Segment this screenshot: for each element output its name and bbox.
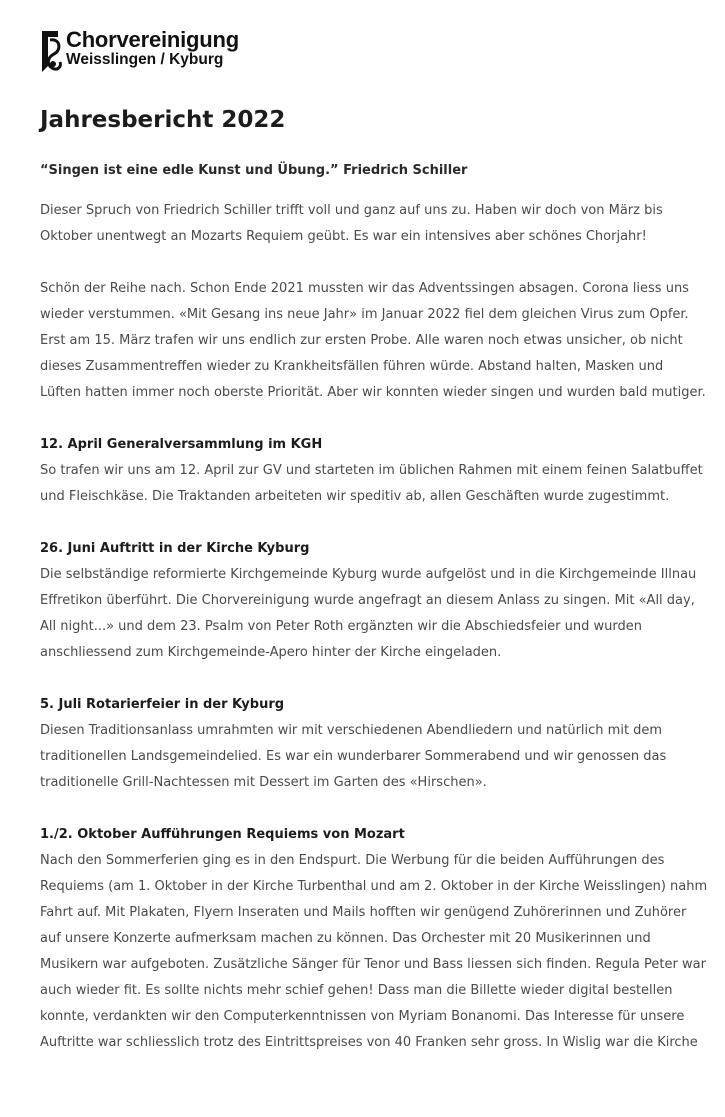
logo: [38, 28, 239, 74]
section-text: Die selbständige reformierte Kirchgemeinde Kyburg wurde aufgelöst und in die Kirchgemeinde Illnau Effretikon überführt. Die Chorvereinigung wurde angefragt an diesem Anlass zu singen. Mit «All day, All night...» und dem 23. Psalm von Peter Roth ergänzten wir die Abschiedsfeier und wurden anschliessend zum Kirchgemeinde-Apero hinter der Kirche eingeladen.: [40, 567, 697, 660]
logo-subtitle: Weisslingen / Kyburg: [66, 51, 224, 68]
section-heading: 12. April Generalversammlung im KGH: [40, 437, 323, 452]
g-clef-icon: [38, 28, 64, 74]
page-title: Jahresbericht 2022: [40, 107, 286, 133]
section-kirche-kyburg: [40, 536, 708, 666]
section-text: Diesen Traditionsanlass umrahmten wir mit verschiedenen Abendliedern und natürlich mit dem traditionellen Landsgemeindelied. Es war ein wunderbarer Sommerabend und wir genossen das traditionelle Grill-Nachtessen mit Dessert im Garten des «Hirschen».: [40, 723, 667, 790]
section-generalversammlung: [40, 432, 708, 510]
intro-paragraph: Schön der Reihe nach. Schon Ende 2021 mussten wir das Adventssingen absagen. Corona liess uns wieder verstummen. «Mit Gesang ins neue Jahr» im Januar 2022 fiel dem gleichen Virus zum Opfer. Erst am 15. März trafen wir uns endlich zur ersten Probe. Alle waren noch etwas unsicher, ob nicht dieses Zusammentreffen wieder zu Krankheitsfällen führen würde. Abstand halten, Masken und Lüften hatten immer noch oberste Priorität. Aber wir konnten wieder singen und wurden bald mutiger.: [40, 281, 706, 400]
section-text: Nach den Sommerferien ging es in den Endspurt. Die Werbung für die beiden Aufführungen des Requiems (am 1. Oktober in der Kirche Turbenthal und am 2. Oktober in der Kirche Weisslingen) nahm Fahrt auf. Mit Plakaten, Flyern Inseraten und Mails hofften wir genügend Zuhörerinnen und Zuhörer auf unsere Konzerte aufmerksam machen zu können. Das Orchester mit 20 Musikerinnen und Musikern war aufgeboten. Zusätzliche Sänger für Tenor und Bass liessen sich finden. Regula Peter war auch wieder fit. Es sollte nichts mehr schief gehen! Dass man die Billette wieder digital bestellen konnte, verdankten wir den Computerkenntnissen von Myriam Bonanomi. Das Interesse für unsere Auftritte war schliesslich trotz des Eintrittspreises von 40 Franken sehr gross. In Wislig war die Kirche: [40, 853, 708, 1050]
quote: “Singen ist eine edle Kunst und Übung.” Friedrich Schiller: [40, 163, 468, 178]
section-requiem: [40, 822, 708, 1056]
section-heading: 26. Juni Auftritt in der Kirche Kyburg: [40, 541, 310, 556]
intro-paragraph: Dieser Spruch von Friedrich Schiller trifft voll und ganz auf uns zu. Haben wir doch von März bis Oktober unentwegt an Mozarts Requiem geübt. Es war ein intensives aber schönes Chorjahr!: [40, 203, 663, 244]
section-heading: 5. Juli Rotarierfeier in der Kyburg: [40, 697, 285, 712]
logo-name: Chorvereinigung: [66, 27, 240, 52]
section-text: So trafen wir uns am 12. April zur GV und starteten im üblichen Rahmen mit einem feinen Salatbuffet und Fleischkäse. Die Traktanden arbeiteten wir speditiv ab, allen Geschäften wurde zugestimmt.: [40, 463, 703, 504]
section-rotarierfeier: [40, 692, 708, 796]
document-body: [40, 158, 708, 1082]
section-heading: 1./2. Oktober Aufführungen Requiems von Mozart: [40, 827, 405, 842]
